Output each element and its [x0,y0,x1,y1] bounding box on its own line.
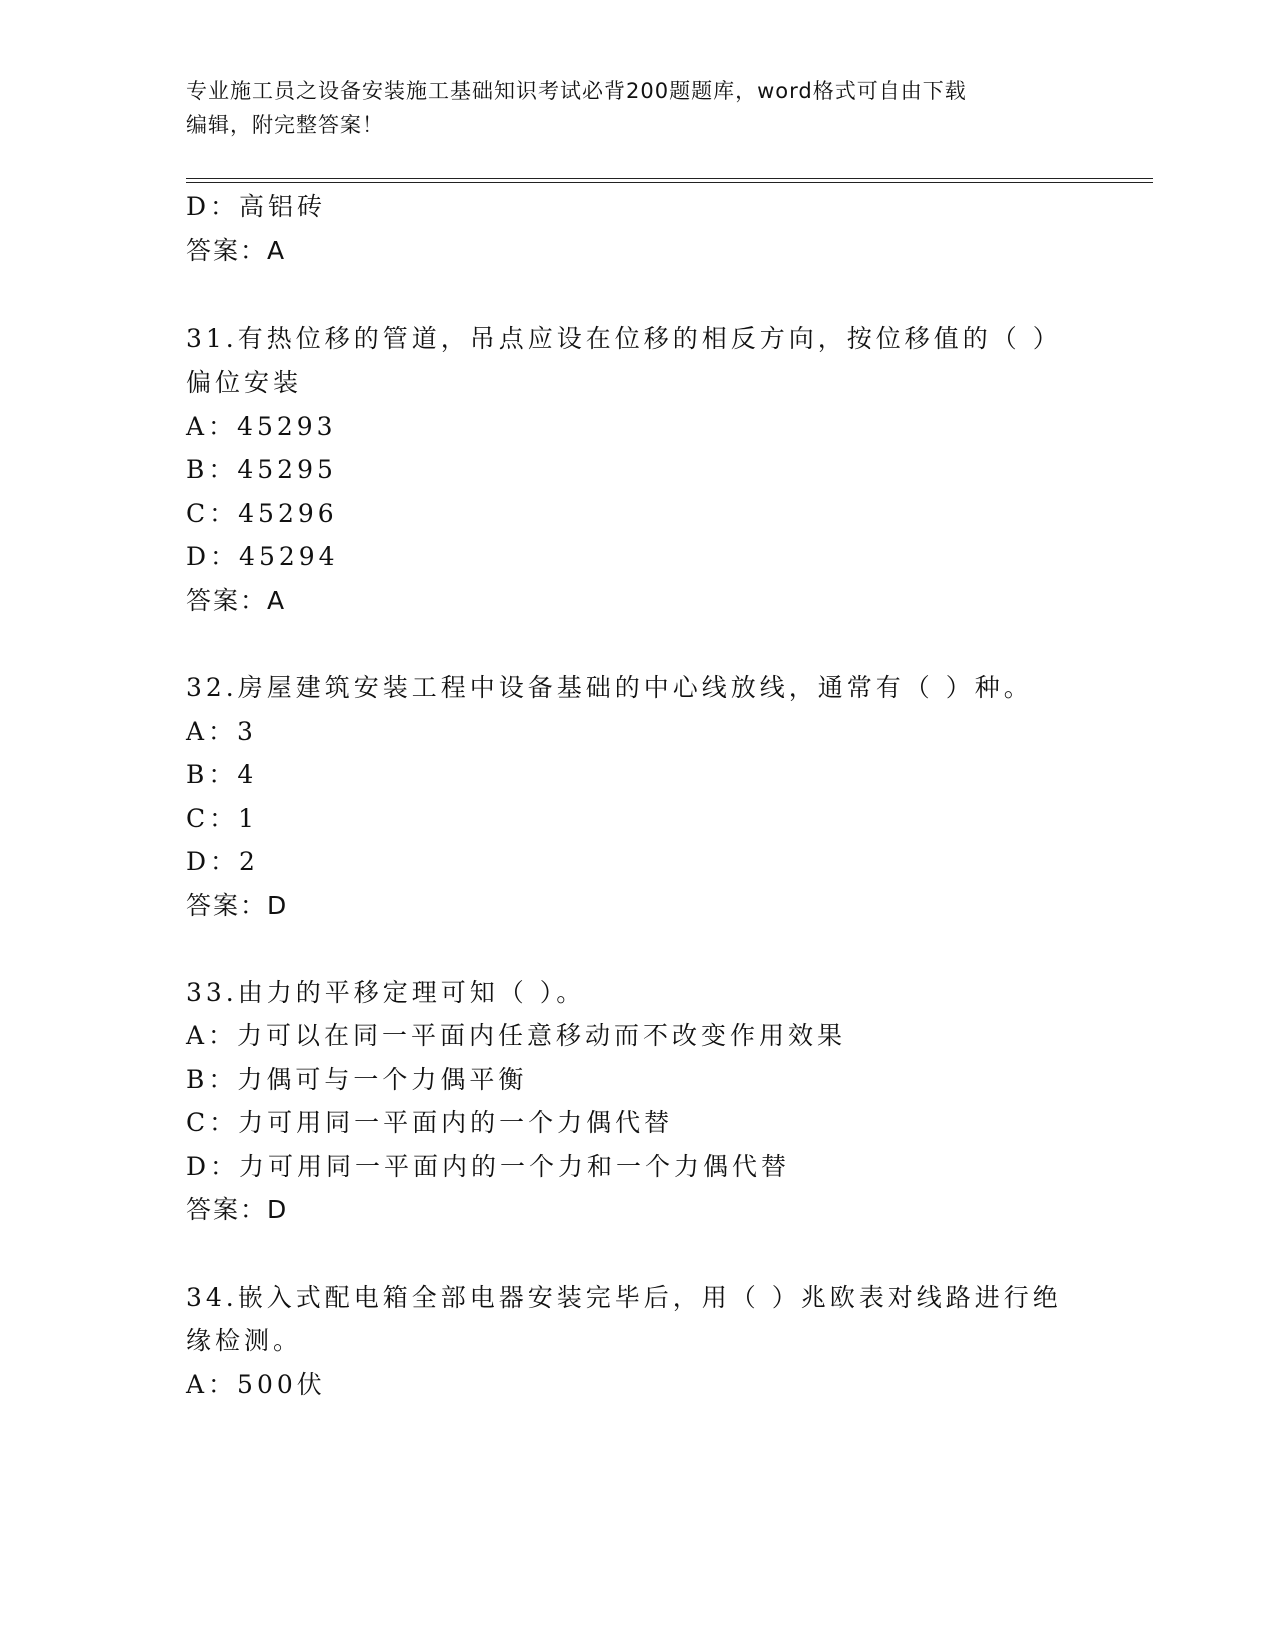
option-line: A：3 [186,717,257,746]
option-line: D：力可用同一平面内的一个力和一个力偶代替 [186,1152,791,1181]
option-line: D：高铝砖 [186,192,327,221]
question-line: 32.房屋建筑安装工程中设备基础的中心线放线，通常有（ ）种。 [186,673,1033,702]
option-line: C：1 [186,804,259,833]
question-line: 偏位安装 [186,368,303,397]
option-line: A：力可以在同一平面内任意移动而不改变作用效果 [186,1021,847,1050]
answer-line: 答案：A [186,236,287,265]
document-header [186,74,1086,142]
header-divider-top [186,178,1153,179]
option-line: A：500伏 [186,1370,326,1399]
option-line: C：力可用同一平面内的一个力偶代替 [186,1108,674,1137]
question-line: 缘检测。 [186,1326,303,1355]
option-line: D：45294 [186,542,339,571]
header-divider-bottom [186,182,1153,183]
question-line: 34.嵌入式配电箱全部电器安装完毕后，用（ ）兆欧表对线路进行绝 [186,1283,1062,1312]
answer-line: 答案：D [186,891,289,920]
answer-line: 答案：A [186,586,287,615]
option-line: B：4 [186,760,258,789]
option-line: A：45293 [186,412,337,441]
question-line: 33.由力的平移定理可知（ ）。 [186,978,586,1007]
option-line: C：45296 [186,499,338,528]
question-line: 31.有热位移的管道，吊点应设在位移的相反方向，按位移值的（ ） [186,324,1062,353]
header-title-line-2: 编辑，附完整答案！ [186,113,384,137]
option-line: B：力偶可与一个力偶平衡 [186,1065,528,1094]
header-title-line-1: 专业施工员之设备安装施工基础知识考试必背200题题库，word格式可自由下载 [186,79,967,103]
answer-line: 答案：D [186,1195,289,1224]
option-line: B：45295 [186,455,337,484]
option-line: D：2 [186,847,259,876]
